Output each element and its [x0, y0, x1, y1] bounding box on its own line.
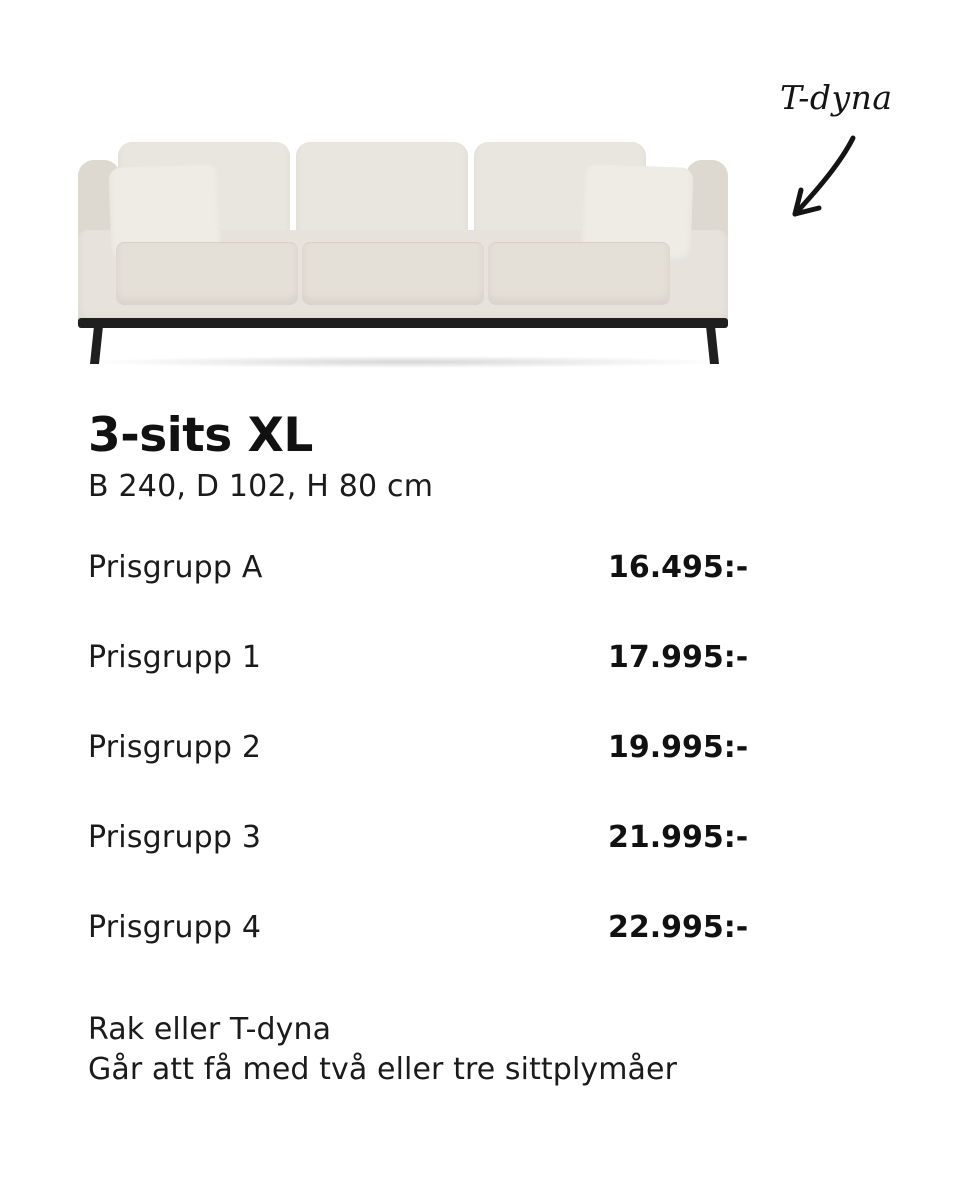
handwritten-annotation — [780, 78, 960, 117]
footnotes — [88, 1010, 888, 1089]
price-value: 21.995:- — [608, 819, 749, 855]
sofa-seat-cushion — [302, 242, 484, 305]
page-title: 3-sits XL — [88, 408, 313, 463]
price-group-label: Prisgrupp 3 — [88, 819, 262, 855]
price-group-label: Prisgrupp 2 — [88, 729, 262, 765]
sofa-shadow — [90, 356, 720, 368]
table-row — [88, 522, 768, 612]
sofa-seat-cushion — [488, 242, 670, 305]
curved-arrow-down-left-icon — [745, 120, 875, 254]
footnote-line: Rak eller T-dyna — [88, 1012, 332, 1047]
table-row — [88, 882, 768, 972]
price-value: 17.995:- — [608, 639, 749, 675]
product-details — [88, 408, 888, 1089]
price-table-body — [88, 522, 768, 972]
table-row — [88, 792, 768, 882]
annotation-label: T-dyna — [780, 78, 893, 117]
price-value: 19.995:- — [608, 729, 749, 765]
product-dimensions: B 240, D 102, H 80 cm — [88, 469, 434, 504]
price-group-label: Prisgrupp 4 — [88, 909, 262, 945]
footnote-line: Går att få med två eller tre sittplymåer — [88, 1051, 678, 1087]
product-image — [70, 120, 740, 380]
price-group-label: Prisgrupp A — [88, 549, 263, 585]
price-value: 16.495:- — [608, 549, 749, 585]
sofa-seat-cushion — [116, 242, 298, 305]
sofa-illustration — [70, 120, 740, 380]
sofa-base-rail — [78, 318, 728, 328]
table-row — [88, 702, 768, 792]
price-value: 22.995:- — [608, 909, 749, 945]
price-table — [88, 522, 768, 972]
price-group-label: Prisgrupp 1 — [88, 639, 262, 675]
table-row — [88, 612, 768, 702]
